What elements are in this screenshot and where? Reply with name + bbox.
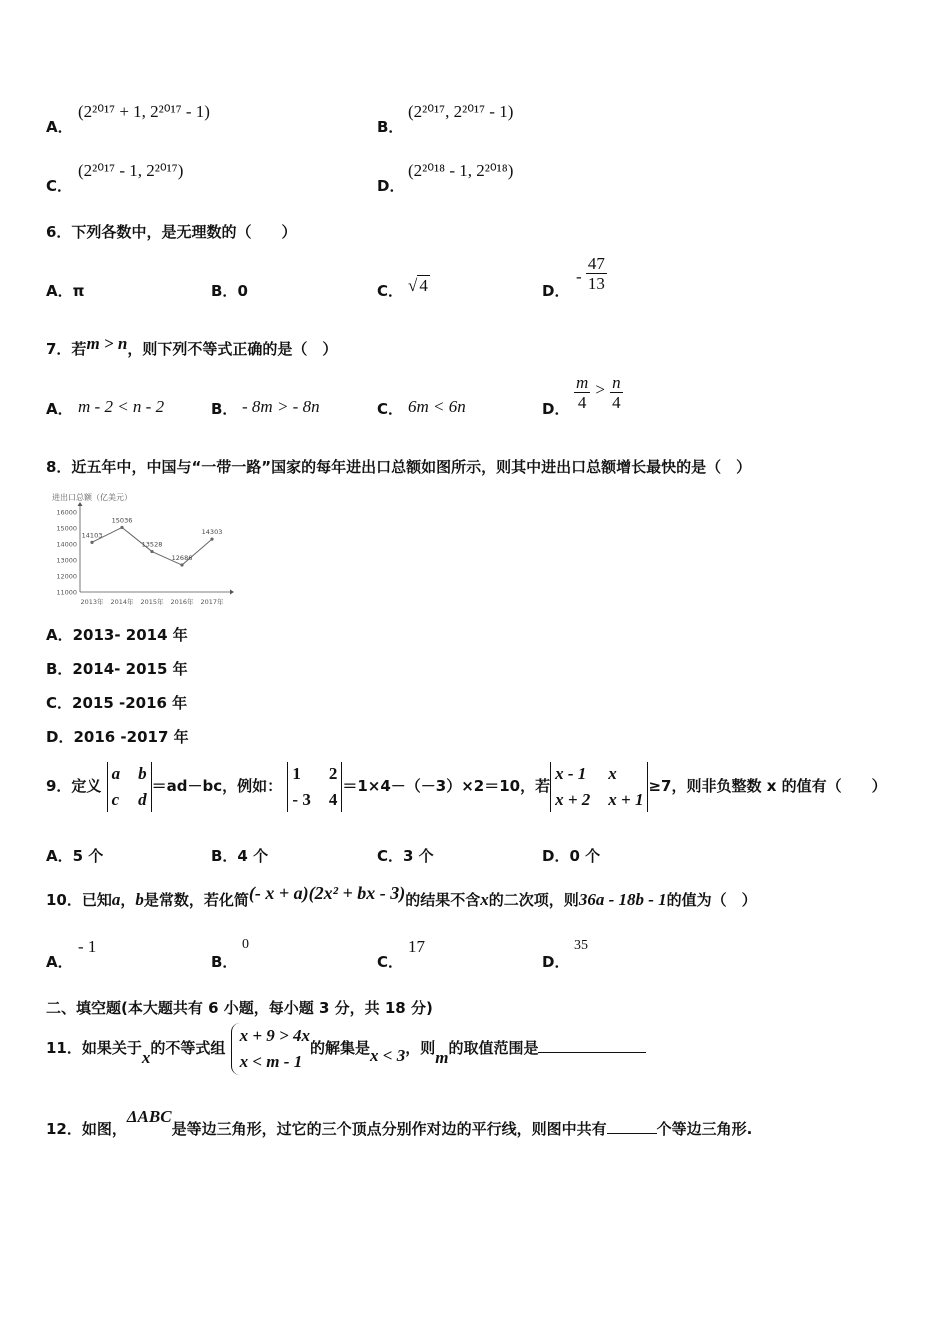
- q8-option-d: D．2016 -2017 年: [46, 728, 189, 746]
- data-point: [150, 550, 153, 553]
- q7-option-a-label: A．: [46, 400, 73, 418]
- q12-answer-blank: [607, 1133, 657, 1134]
- q7-option-c-math: 6m < 6n: [408, 397, 466, 416]
- q6-option-b: B．0: [211, 282, 248, 300]
- q7-option-d-label: D．: [542, 400, 570, 418]
- section-2-title: 二、填空题(本大题共有 6 小题，每小题 3 分，共 18 分): [46, 999, 433, 1017]
- data-point: [180, 563, 183, 566]
- q5-option-b-label: B．: [377, 118, 404, 136]
- q10-option-b-label: B．: [211, 953, 238, 971]
- q7-option-b-math: - 8m > - 8n: [242, 397, 320, 416]
- data-label: 14303: [201, 528, 223, 537]
- q5-option-a-label: A．: [46, 118, 73, 136]
- x-tick-label: 2016年: [170, 598, 194, 606]
- q7-option-a-math: m - 2 < n - 2: [78, 397, 165, 416]
- q10-option-d-label: D．: [542, 953, 570, 971]
- q12-stem: 12．如图，ΔABC是等边三角形，过它的三个顶点分别作对边的平行线，则图中共有 个等边三角形.: [46, 1107, 753, 1138]
- x-axis-arrow: [230, 590, 234, 595]
- q5-option-a-math: (2²⁰¹⁷ + 1, 2²⁰¹⁷ - 1): [78, 102, 210, 121]
- q6-stem: 6．下列各数中，是无理数的（ ）: [46, 223, 297, 241]
- y-tick-label: 14000: [56, 540, 77, 549]
- q10-option-a-label: A．: [46, 953, 73, 971]
- chart-x-labels: [80, 597, 224, 606]
- q8-option-c: C．2015 -2016 年: [46, 694, 188, 712]
- determinant-abcd: a b c d: [107, 762, 152, 812]
- q7-option-c-label: C．: [377, 400, 404, 418]
- q5-option-d-label: D．: [377, 177, 405, 195]
- chart-y-ticks: [56, 509, 77, 597]
- data-point: [120, 526, 123, 529]
- data-point: [210, 538, 213, 541]
- q6-option-c-sqrt: √ 4: [408, 276, 428, 295]
- data-label: 15036: [111, 516, 133, 525]
- q6-option-a: A．π: [46, 282, 85, 300]
- q7-option-b-label: B．: [211, 400, 238, 418]
- y-tick-label: 15000: [56, 524, 77, 533]
- q8-option-a: A．2013- 2014 年: [46, 626, 188, 644]
- chart-title: 进出口总额（亿美元）: [52, 493, 132, 502]
- q5-option-c-label: C．: [46, 177, 73, 195]
- q5-option-b-math: (2²⁰¹⁷, 2²⁰¹⁷ - 1): [408, 102, 514, 121]
- q9-option-c: C．3 个: [377, 847, 434, 865]
- x-tick-label: 2013年: [80, 598, 104, 606]
- q6-option-d-fraction: - $\frac{47}{13}$: [576, 254, 605, 293]
- y-tick-label: 13000: [56, 556, 77, 565]
- inequality-system: x + 9 > 4x x < m - 1: [231, 1023, 310, 1075]
- q10-option-c-label: C．: [377, 953, 404, 971]
- q5-option-c-math: (2²⁰¹⁷ - 1, 2²⁰¹⁷): [78, 161, 184, 180]
- q10-option-b-value: 0: [242, 937, 249, 952]
- y-tick-label: 11000: [56, 588, 77, 597]
- y-axis-arrow: [78, 502, 83, 506]
- trade-volume-line-chart: [46, 488, 236, 610]
- q10-option-a-value: - 1: [78, 937, 97, 956]
- q10-option-c-value: 17: [408, 937, 425, 956]
- determinant-x: x - 1 x x + 2 x + 1: [550, 762, 648, 812]
- q6-option-d-label: D．: [542, 282, 570, 300]
- q11-answer-blank: [538, 1052, 646, 1053]
- q5-option-d-math: (2²⁰¹⁸ - 1, 2²⁰¹⁸): [408, 161, 514, 180]
- q7-stem: 7．若m > n，则下列不等式正确的是（ ）: [46, 334, 338, 358]
- q7-option-d-math: $\frac{m}{4}$ > $\frac{n}{4}$: [576, 373, 621, 412]
- y-tick-label: 12000: [56, 572, 77, 581]
- q8-option-b: B．2014- 2015 年: [46, 660, 188, 678]
- chart-data-labels: [82, 516, 223, 562]
- x-tick-label: 2015年: [140, 598, 164, 606]
- q6-option-c-label: C．: [377, 282, 404, 300]
- q11-stem: 11．如果关于x的不等式组 x + 9 > 4x x < m - 1 的解集是x < 3，则m的取值范围是: [46, 1018, 646, 1078]
- q8-stem: 8．近五年中，中国与“一带一路”国家的每年进出口总额如图所示，则其中进出口总额增长最快的是（ ）: [46, 458, 752, 476]
- data-label: 14103: [81, 531, 103, 540]
- data-label: 12686: [171, 554, 193, 563]
- x-tick-label: 2014年: [110, 598, 134, 606]
- y-tick-label: 16000: [56, 508, 77, 517]
- determinant-example: 1 2 - 3 4: [287, 762, 342, 812]
- q9-stem: 9．定义 a b c d ＝ad－bc，例如： 1 2 - 3 4 ＝1×4－（－3）×2＝10，若 x - 1 x x + 2 x + 1 ≥7，则非负整数 x 的值有（ ）: [46, 760, 887, 812]
- q10-stem: 10．已知a，b是常数，若化简(- x + a)(2x² + bx - 3)的结果不含x的二次项，则36a - 18b - 1的值为（ ）: [46, 883, 757, 909]
- x-tick-label: 2017年: [200, 598, 224, 606]
- q9-option-d: D．0 个: [542, 847, 601, 865]
- q9-option-b: B．4 个: [211, 847, 269, 865]
- data-label: 13528: [141, 540, 163, 549]
- data-point: [90, 541, 93, 544]
- q9-option-a: A．5 个: [46, 847, 104, 865]
- q10-option-d-value: 35: [574, 938, 588, 953]
